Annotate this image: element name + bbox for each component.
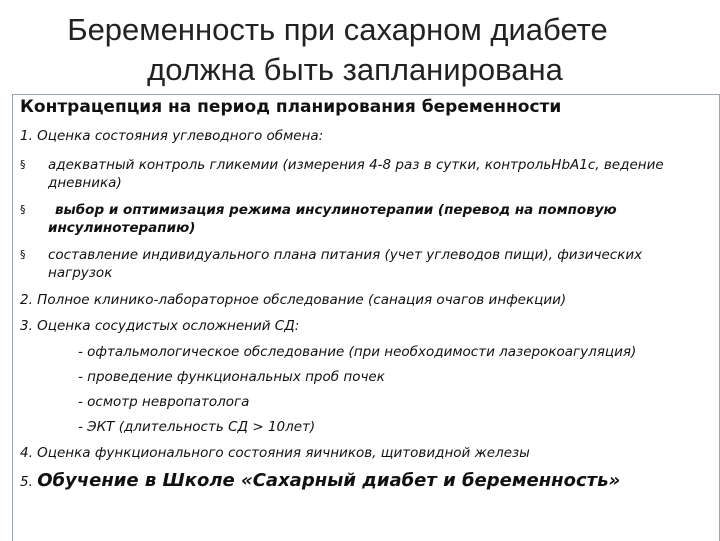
bullet-2-line-2: инсулинотерапию) [48,220,196,236]
section-heading: Контрацепция на период планирования беременности [20,97,562,117]
bullet-marker-1: § [20,158,26,171]
item-2: 2. Полное клинико-лабораторное обследование (санация очагов инфекции) [20,292,567,308]
slide-title [0,10,720,90]
item-3: 3. Оценка сосудистых осложнений СД: [20,318,300,334]
item-5-text: Обучение в Школе «Сахарный диабет и беременность» [37,470,621,491]
subitem-1: - офтальмологическое обследование (при необходимости лазерокоагуляция) [78,344,637,360]
subitem-4: - ЭКТ (длительность СД > 10лет) [78,419,316,435]
item-5-number: 5. [20,474,33,490]
item-5 [20,470,620,491]
item-1: 1. Оценка состояния углеводного обмена: [20,128,324,144]
subitem-2: - проведение функциональных проб почек [78,369,385,385]
bullet-marker-2: § [20,203,26,216]
slide-title-line-2: должна быть запланирована [147,52,563,87]
bullet-1-line-1: адекватный контроль гликемии (измерения 4-8 раз в сутки, контрольHbA1c, ведение [48,157,664,173]
bullet-2-line-1: выбор и оптимизация режима инсулинотерапии (перевод на помповую [55,202,617,218]
bullet-marker-3: § [20,248,26,261]
bullet-1-line-2: дневника) [48,175,122,191]
bullet-3-line-1: составление индивидуального плана питания (учет углеводов пищи), физических [48,247,643,263]
item-4: 4. Оценка функционального состояния яичников, щитовидной железы [20,445,530,461]
subitem-3: - осмотр невропатолога [78,394,250,410]
slide-title-line-1: Беременность при сахарном диабете [67,12,608,47]
bullet-3-line-2: нагрузок [48,265,113,281]
